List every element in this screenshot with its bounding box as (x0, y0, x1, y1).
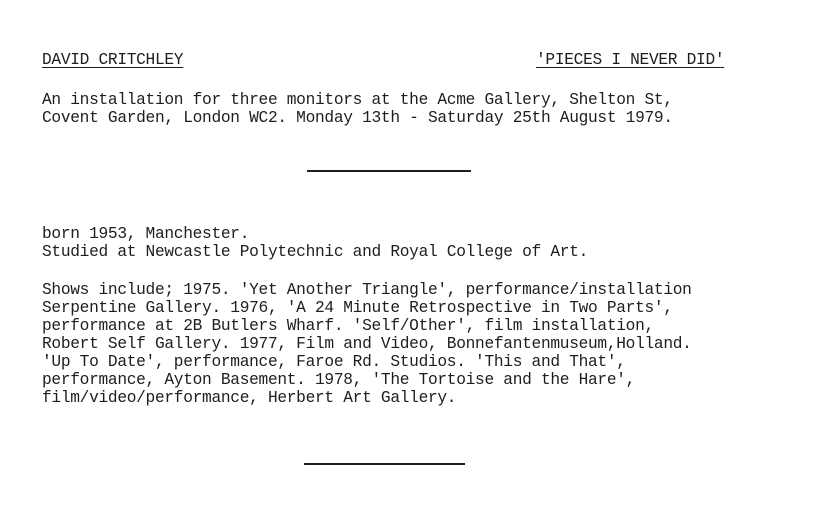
divider-rule-bottom (304, 463, 465, 465)
shows-line-2: Serpentine Gallery. 1976, 'A 24 Minute Retrospective in Two Parts', (42, 299, 673, 317)
shows-line-5: 'Up To Date', performance, Faroe Rd. Studios. 'This and That', (42, 353, 626, 371)
shows-line-6: performance, Ayton Basement. 1978, 'The Tortoise and the Hare', (42, 371, 636, 389)
artist-name: DAVID CRITCHLEY (42, 51, 184, 69)
bio-line-1: born 1953, Manchester. (42, 225, 250, 243)
intro-line-1: An installation for three monitors at the Acme Gallery, Shelton St, (42, 91, 673, 109)
divider-rule-top (307, 170, 471, 172)
shows-line-1: Shows include; 1975. 'Yet Another Triangle', performance/installation (42, 281, 692, 299)
intro-line-2: Covent Garden, London WC2. Monday 13th - Saturday 25th August 1979. (42, 109, 673, 127)
bio-line-2: Studied at Newcastle Polytechnic and Royal College of Art. (42, 243, 589, 261)
shows-line-7: film/video/performance, Herbert Art Gallery. (42, 389, 457, 407)
work-title: 'PIECES I NEVER DID' (536, 51, 725, 69)
shows-line-3: performance at 2B Butlers Wharf. 'Self/Other', film installation, (42, 317, 654, 335)
shows-line-4: Robert Self Gallery. 1977, Film and Video, Bonnefantenmuseum,Holland. (42, 335, 692, 353)
